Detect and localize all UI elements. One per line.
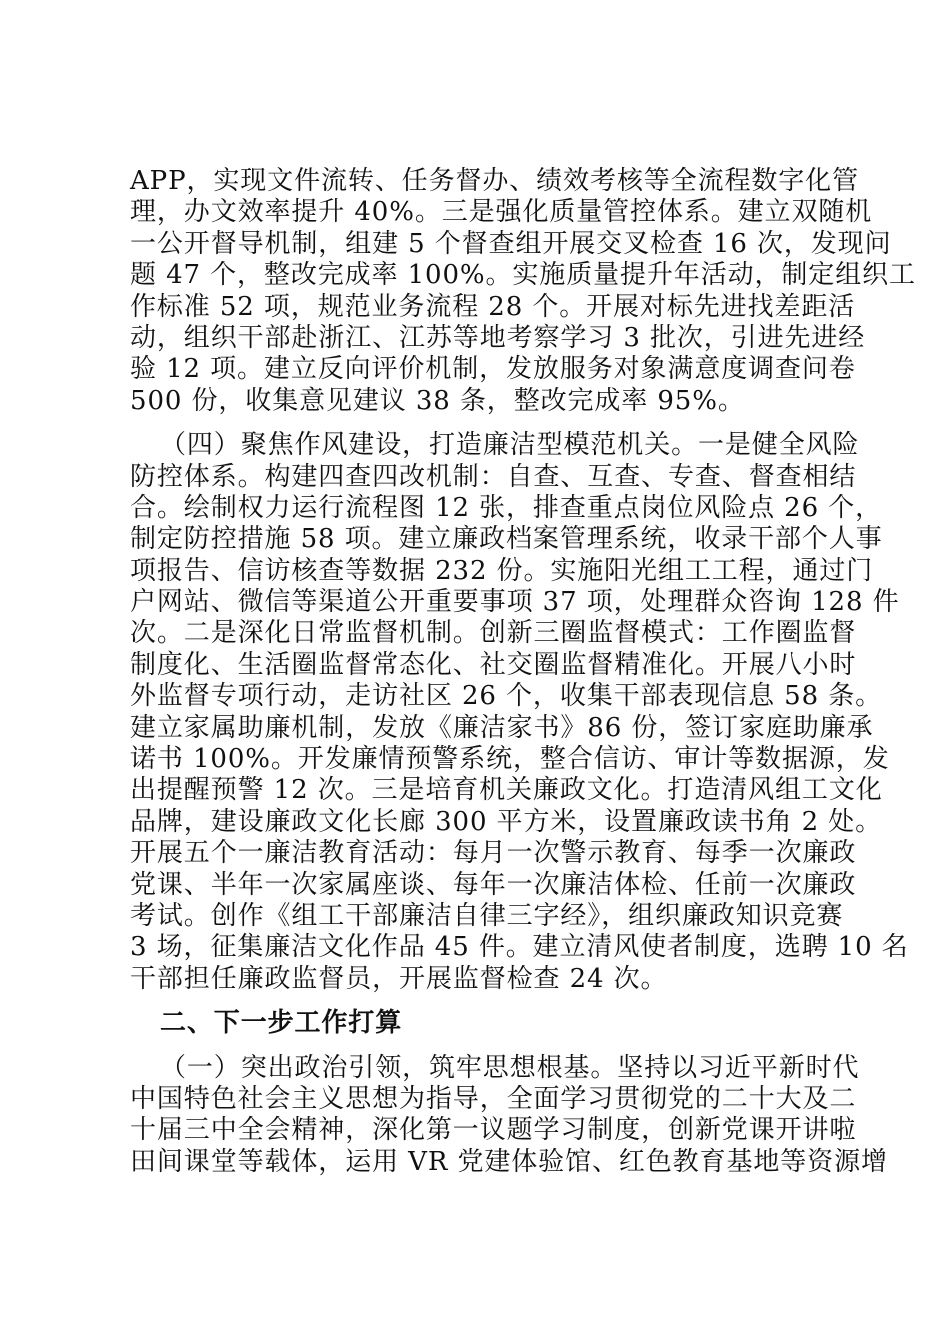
- text-line: 一公开督导机制，组建 5 个督查组开展交叉检查 16 次，发现问: [130, 228, 892, 259]
- section-heading: 二、下一步工作打算: [160, 1008, 403, 1039]
- text-line: 品牌，建设廉政文化长廊 300 平方米，设置廉政读书角 2 处。: [130, 806, 883, 837]
- text-line: 合。绘制权力运行流程图 12 张，排查重点岗位风险点 26 个，: [130, 492, 883, 523]
- text-line: 外监督专项行动，走访社区 26 个，收集干部表现信息 58 条。: [130, 681, 883, 712]
- text-line: 项报告、信访核查等数据 232 份。实施阳光组工工程，通过门: [130, 555, 874, 586]
- text-line: 动，组织干部赴浙江、江苏等地考察学习 3 批次，引进先进经: [130, 322, 866, 353]
- document-body: [130, 166, 916, 1191]
- text-line: （一）突出政治引领，筑牢思想根基。坚持以习近平新时代: [160, 1052, 860, 1083]
- text-line: 开展五个一廉洁教育活动：每月一次警示教育、每季一次廉政: [130, 838, 857, 869]
- text-line: 诺书 100%。开发廉情预警系统，整合信访、审计等数据源，发: [130, 744, 890, 775]
- paragraph-quality-control: [130, 166, 916, 417]
- text-line: 建立家属助廉机制，发放《廉洁家书》86 份，签订家庭助廉承: [130, 712, 874, 743]
- text-line: 500 份，收集意见建议 38 条，整改完成率 95%。: [130, 385, 745, 416]
- text-line: APP，实现文件流转、任务督办、绩效考核等全流程数字化管: [130, 166, 859, 196]
- paragraph-integrity-building: [130, 430, 909, 995]
- text-line: 户网站、微信等渠道公开重要事项 37 项，处理群众咨询 128 件: [130, 587, 900, 618]
- text-line: 十届三中全会精神，深化第一议题学习制度，创新党课开讲啦: [130, 1115, 857, 1146]
- text-line: 党课、半年一次家属座谈、每年一次廉洁体检、任前一次廉政: [130, 869, 857, 900]
- text-line: 考试。创作《组工干部廉洁自律三字经》，组织廉政知识竞赛: [130, 900, 844, 931]
- text-line: 田间课堂等载体，运用 VR 党建体验馆、红色教育基地等资源增: [130, 1146, 888, 1177]
- text-line: 干部担任廉政监督员，开展监督检查 24 次。: [130, 963, 668, 994]
- text-line: 3 场，征集廉洁文化作品 45 件。建立清风使者制度，选聘 10 名: [130, 932, 909, 963]
- text-line: 理，办文效率提升 40%。三是强化质量管控体系。建立双随机: [130, 197, 873, 228]
- text-line: 次。二是深化日常监督机制。创新三圈监督模式：工作圈监督: [130, 618, 857, 649]
- text-line: 作标准 52 项，规范业务流程 28 个。开展对标先进找差距活: [130, 291, 856, 322]
- paragraph-political-guidance: [130, 1052, 888, 1179]
- text-line: 防控体系。构建四查四改机制：自查、互查、专查、督查相结: [130, 461, 857, 492]
- text-line: 验 12 项。建立反向评价机制，发放服务对象满意度调查问卷: [130, 354, 856, 385]
- text-line: （四）聚焦作风建设，打造廉洁型模范机关。一是健全风险: [160, 430, 860, 461]
- text-line: 出提醒预警 12 次。三是培育机关廉政文化。打造清风组工文化: [130, 775, 883, 806]
- text-line: 中国特色社会主义思想为指导，全面学习贯彻党的二十大及二: [130, 1083, 857, 1114]
- text-line: 题 47 个，整改完成率 100%。实施质量提升年活动，制定组织工: [130, 260, 916, 291]
- text-line: 制度化、生活圈监督常态化、社交圈监督精准化。开展八小时: [130, 649, 857, 680]
- text-line: 制定防控措施 58 项。建立廉政档案管理系统，收录干部个人事: [130, 524, 883, 555]
